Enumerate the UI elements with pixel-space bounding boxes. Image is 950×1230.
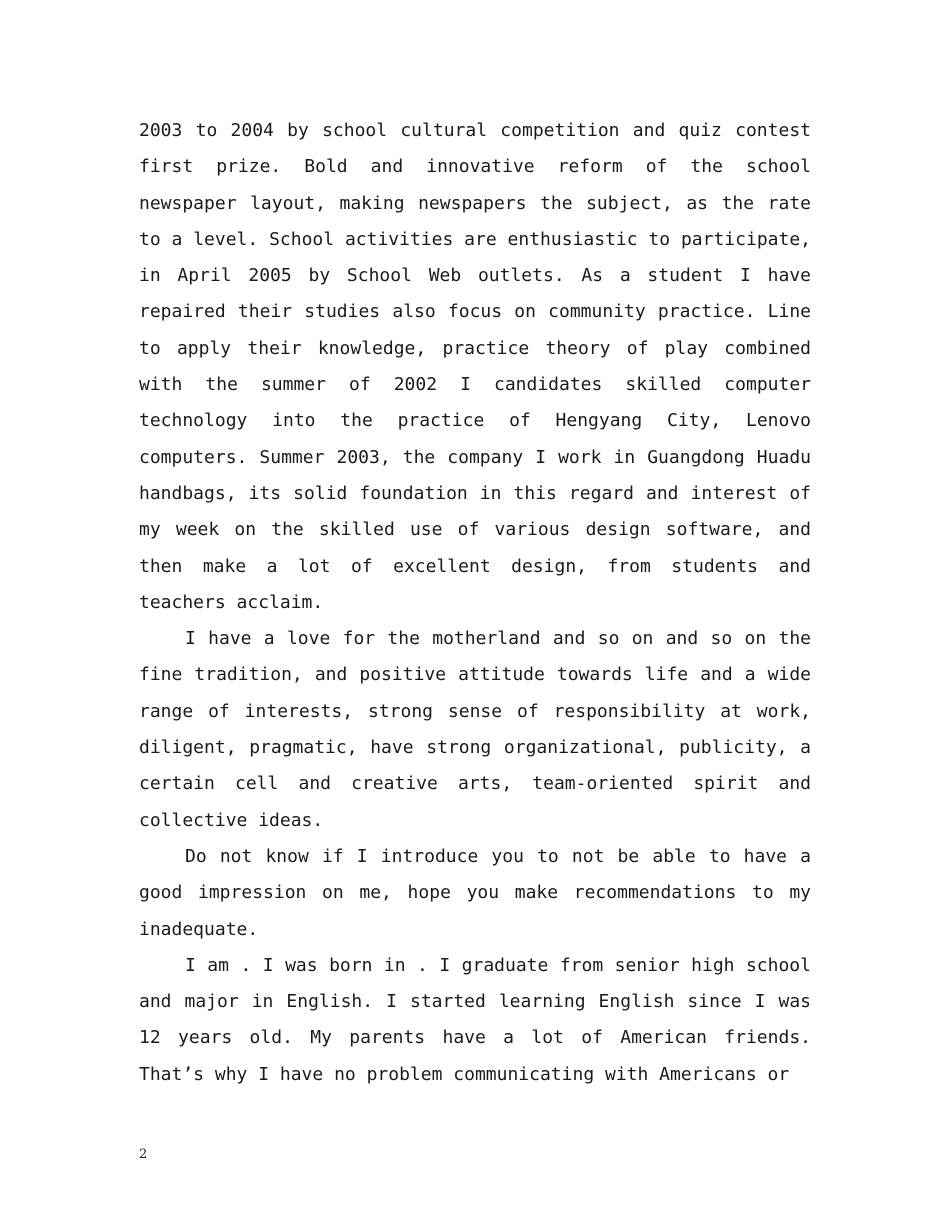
body-text [139,113,811,1093]
paragraph-personal-qualities: I have a love for the motherland and so on and so on the fine tradition, and positive attitude towards life and a wide range of interests, strong sense of responsibility at work, diligent, pragmatic, have strong organizational, publicity, a certain cell and creative arts, team-oriented spirit and collective ideas. [139,628,811,831]
paragraph-introduction: I am . I was born in . I graduate from senior high school and major in English. I started learning English since I was 12 years old. My parents have a lot of American friends. That’s why I have no problem communicating with Americans or [139,954,811,1085]
paragraph-closing-request: Do not know if I introduce you to not be able to have a good impression on me, hope you make recommendations to my inadequate. [139,845,811,940]
paragraph-continuation: 2003 to 2004 by school cultural competition and quiz contest first prize. Bold and innovative reform of the school newspaper layout, making newspapers the subject, as the rate to a level. School activities are enthusiastic to participate, in April 2005 by School Web outlets. As a student I have repaired their studies also focus on community practice. Line to apply their knowledge, practice theory of play combined with the summer of 2002 I candidates skilled computer technology into the practice of Hengyang City, Lenovo computers. Summer 2003, the company I work in Guangdong Huadu handbags, its solid foundation in this regard and interest of my week on the skilled use of various design software, and then make a lot of excellent design, from students and teachers acclaim. [139,120,811,613]
page-number: 2 [139,1147,148,1162]
